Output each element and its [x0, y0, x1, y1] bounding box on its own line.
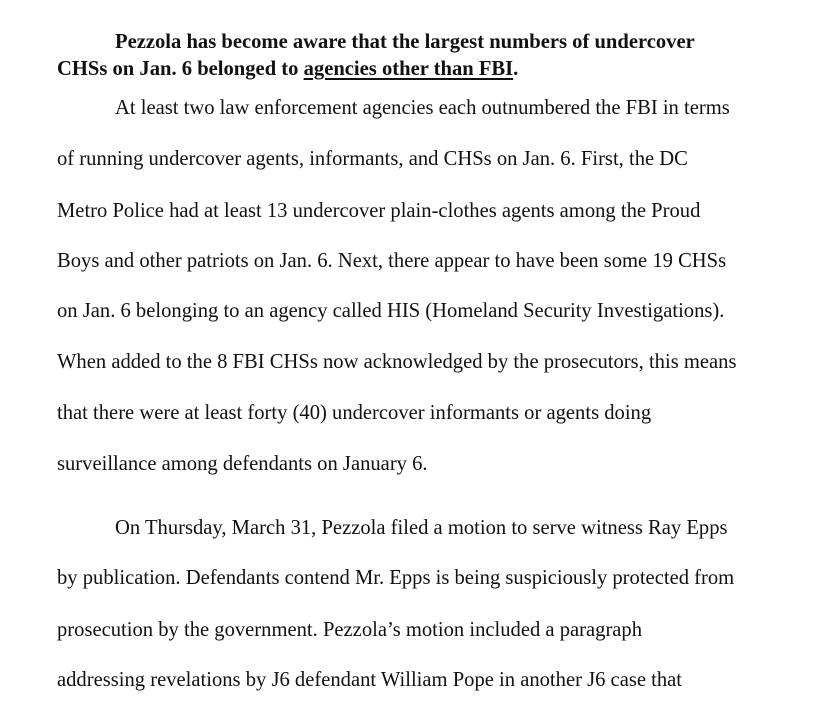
paragraph-2-line: by publication. Defendants contend Mr. Epps is being suspiciously protected from — [57, 567, 735, 589]
paragraph-1-line: Boys and other patriots on Jan. 6. Next, there appear to have been some 19 CHSs — [57, 250, 727, 272]
paragraph-2-line: prosecution by the government. Pezzola’s motion included a paragraph — [57, 619, 643, 641]
heading-line-2-suffix: . — [513, 58, 519, 80]
heading-line-1 — [115, 29, 695, 55]
paragraph-1-line: At least two law enforcement agencies each outnumbered the FBI in terms — [115, 97, 730, 119]
paragraph-2-line: addressing revelations by J6 defendant William Pope in another J6 case that — [57, 669, 683, 691]
paragraph-2-line: On Thursday, March 31, Pezzola filed a motion to serve witness Ray Epps — [115, 517, 728, 539]
heading-underlined-phrase: agencies other than FBI — [303, 58, 514, 80]
paragraph-1-line: Metro Police had at least 13 undercover plain-clothes agents among the Proud — [57, 200, 701, 222]
paragraph-1-line: of running undercover agents, informants, and CHSs on Jan. 6. First, the DC — [57, 148, 688, 170]
paragraph-1-line: on Jan. 6 belonging to an agency called HIS (Homeland Security Investigations). — [57, 300, 725, 322]
paragraph-1-line: surveillance among defendants on January 6. — [57, 453, 428, 475]
heading-line-2 — [57, 56, 518, 82]
paragraph-1-line: that there were at least forty (40) undercover informants or agents doing — [57, 402, 652, 424]
paragraph-1-line: When added to the 8 FBI CHSs now acknowledged by the prosecutors, this means — [57, 351, 737, 373]
heading-line-2-prefix: CHSs on Jan. 6 belonged to — [57, 58, 304, 80]
heading-line-1-text: Pezzola has become aware that the largest numbers of undercover — [115, 31, 695, 53]
